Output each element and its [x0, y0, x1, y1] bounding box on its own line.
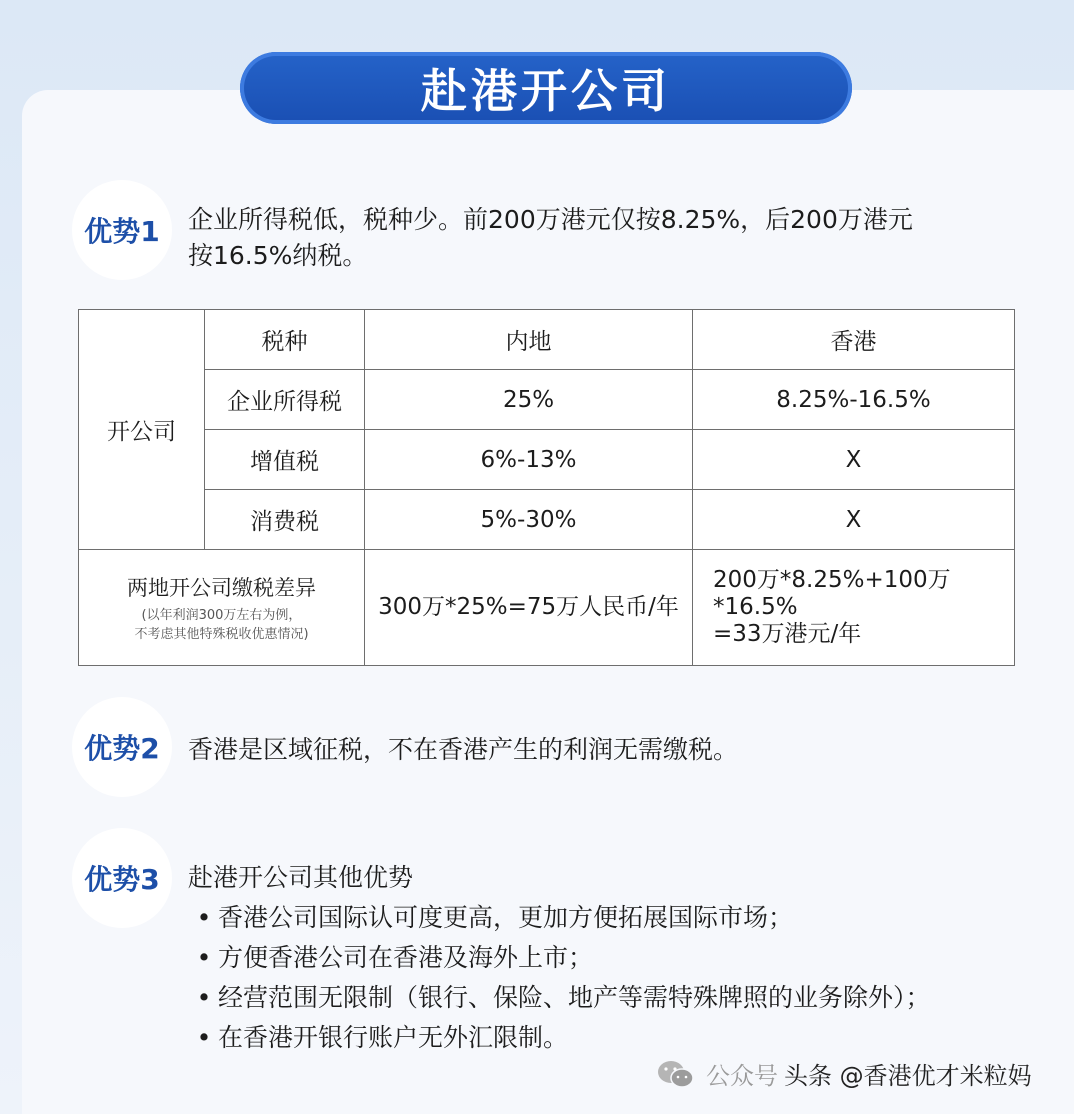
- list-item-text: 在香港开银行账户无外汇限制。: [218, 1023, 569, 1052]
- watermark-prefix: 公众号: [706, 1062, 778, 1090]
- tax-name-cell: 企业所得税: [205, 370, 365, 430]
- difference-note-1: (以年利润300万左右为例，: [141, 607, 302, 623]
- list-item-text: 经营范围无限制（银行、保险、地产等需特殊牌照的业务除外）；: [218, 983, 931, 1012]
- mainland-rate-cell: 6%-13%: [365, 430, 693, 490]
- hongkong-rate-cell: X: [693, 430, 1015, 490]
- bullet-icon: •: [196, 903, 212, 932]
- hongkong-rate-cell: X: [693, 490, 1015, 550]
- mainland-formula-cell: 300万*25%=75万人民币/年: [365, 550, 693, 666]
- header-tax-type: 税种: [205, 310, 365, 370]
- advantage-1-badge: 优势1: [72, 180, 172, 280]
- tax-comparison-table: [78, 309, 1015, 666]
- bullet-icon: •: [196, 943, 212, 972]
- tax-name-cell: 消费税: [205, 490, 365, 550]
- list-item: [190, 898, 931, 938]
- difference-label-cell: [79, 550, 365, 666]
- tax-difference-row: [79, 550, 1015, 666]
- table-row: [79, 490, 1015, 550]
- hongkong-rate-cell: 8.25%-16.5%: [693, 370, 1015, 430]
- mainland-rate-cell: 25%: [365, 370, 693, 430]
- advantage-3-heading: 赴港开公司其他优势: [188, 863, 414, 892]
- header-mainland: 内地: [365, 310, 693, 370]
- watermark: [656, 1056, 1032, 1091]
- list-item-text: 香港公司国际认可度更高，更加方便拓展国际市场；: [218, 903, 794, 932]
- table-header-row: [79, 310, 1015, 370]
- bullet-icon: •: [196, 983, 212, 1012]
- list-item-text: 方便香港公司在香港及海外上市；: [218, 943, 594, 972]
- wechat-icon: [656, 1059, 696, 1089]
- difference-label: 两地开公司缴税差异: [127, 575, 316, 600]
- advantage-1-line-1: 企业所得税低，税种少。前200万港元仅按8.25%，后200万港元: [188, 205, 913, 234]
- watermark-text: 头条 @香港优才米粒妈: [784, 1062, 1032, 1090]
- hongkong-formula-line-2: =33万港元/年: [713, 621, 862, 647]
- list-item: [190, 1018, 931, 1058]
- page-title: 赴港开公司: [240, 52, 852, 124]
- header-hongkong: 香港: [693, 310, 1015, 370]
- hongkong-formula-cell: [693, 550, 1015, 666]
- group-label-cell: 开公司: [79, 310, 205, 550]
- advantage-3-bullet-list: [190, 898, 931, 1058]
- list-item: [190, 978, 931, 1018]
- tax-name-cell: 增值税: [205, 430, 365, 490]
- mainland-rate-cell: 5%-30%: [365, 490, 693, 550]
- hongkong-formula-line-1: 200万*8.25%+100万*16.5%: [713, 567, 951, 620]
- table-row: [79, 430, 1015, 490]
- advantage-1-text: [188, 202, 913, 274]
- list-item: [190, 938, 931, 978]
- advantage-1-line-2: 按16.5%纳税。: [188, 241, 368, 270]
- difference-note-2: 不考虑其他特殊税收优惠情况): [134, 626, 309, 642]
- advantage-2-badge: 优势2: [72, 697, 172, 797]
- advantage-2-text: 香港是区域征税，不在香港产生的利润无需缴税。: [188, 735, 739, 764]
- advantage-3-badge: 优势3: [72, 828, 172, 928]
- table-row: [79, 370, 1015, 430]
- bullet-icon: •: [196, 1023, 212, 1052]
